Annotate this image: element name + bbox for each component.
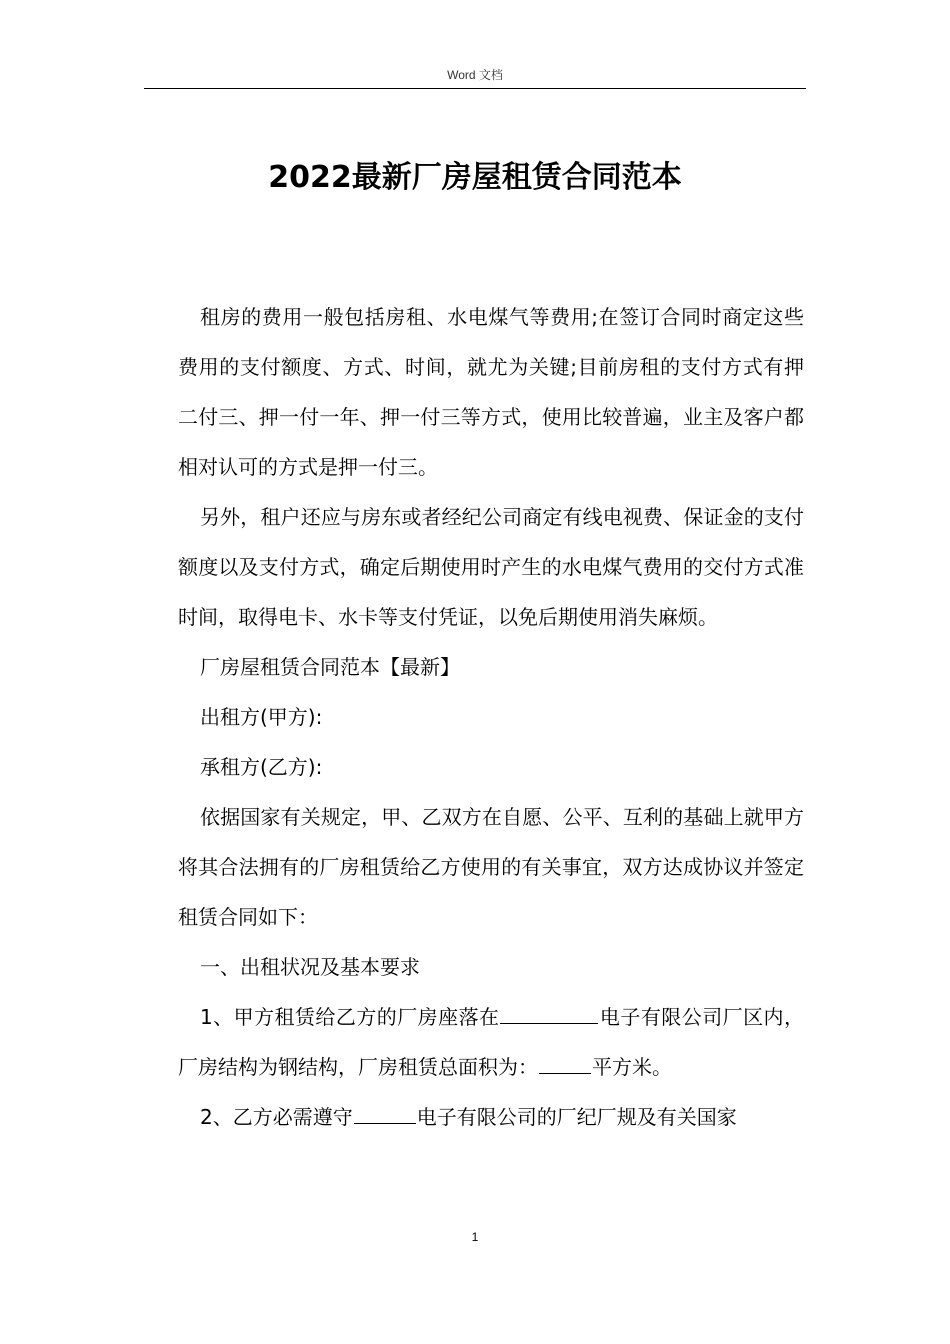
- document-title: 2022最新厂房屋租赁合同范本: [268, 160, 682, 195]
- clause-1-location: [178, 992, 804, 1092]
- clause-1-text-c: 平方米。: [592, 1055, 672, 1079]
- paragraph-lessor: 出租方(甲方):: [200, 705, 323, 729]
- paragraph-contract-heading: 厂房屋租赁合同范本【最新】: [200, 655, 460, 679]
- area-blank: [539, 1053, 591, 1074]
- clause-2-rules: [178, 1092, 804, 1142]
- clause-1-text-a: 1、甲方租赁给乙方的厂房座落在: [200, 1005, 500, 1029]
- clause-1-text-b: 电子有限公司厂区内，厂房结构为钢结构，厂房租赁总面积为：: [178, 1005, 804, 1079]
- header-divider: [144, 88, 806, 89]
- company-blank: [354, 1103, 416, 1124]
- page-header-label: Word 文档: [447, 68, 503, 82]
- document-body: [178, 292, 804, 1142]
- paragraph-other-fees: 另外，租户还应与房东或者经纪公司商定有线电视费、保证金的支付额度以及支付方式，确定后期使用时产生的水电煤气费用的交付方式准时间，取得电卡、水卡等支付凭证，以免后期使用消失麻烦。: [178, 505, 804, 629]
- page-number: 1: [471, 1230, 479, 1244]
- paragraph-rental-fees: 租房的费用一般包括房租、水电煤气等费用;在签订合同时商定这些费用的支付额度、方式、时间，就尤为关键;目前房租的支付方式有押二付三、押一付一年、押一付三等方式，使用比较普遍，业主及客户都相对认可的方式是押一付三。: [178, 305, 804, 479]
- clause-2-text-a: 2、乙方必需遵守: [200, 1105, 353, 1129]
- section-heading-rental-status: 一、出租状况及基本要求: [200, 955, 420, 979]
- clause-2-text-b: 电子有限公司的厂纪厂规及有关国家: [416, 1105, 737, 1129]
- paragraph-preamble: 依据国家有关规定，甲、乙双方在自愿、公平、互利的基础上就甲方将其合法拥有的厂房租赁给乙方使用的有关事宜，双方达成协议并签定租赁合同如下：: [178, 805, 804, 929]
- location-blank: [500, 1003, 598, 1024]
- paragraph-lessee: 承租方(乙方):: [200, 755, 323, 779]
